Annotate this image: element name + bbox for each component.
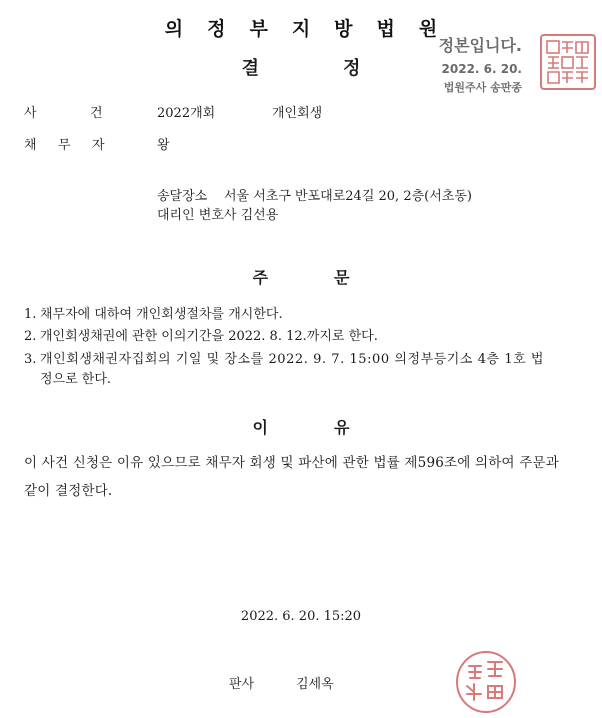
agent-line: 대리인 변호사 김선용 bbox=[157, 208, 279, 223]
debtor-label-char: 채 bbox=[24, 138, 37, 153]
order-item-number: 2. bbox=[24, 329, 37, 344]
reason-heading-char: 유 bbox=[334, 418, 350, 437]
debtor-label-char: 무 bbox=[58, 138, 71, 153]
case-label-char: 사 bbox=[24, 106, 37, 121]
document-title-char: 결 bbox=[241, 58, 259, 79]
order-item-number: 3. bbox=[24, 352, 37, 367]
delivery-label: 송달장소 bbox=[157, 189, 208, 204]
order-heading-char: 주 bbox=[252, 268, 268, 287]
case-label-char: 건 bbox=[90, 106, 103, 121]
court-name-char: 법 bbox=[376, 18, 395, 40]
reason-text: 이 사건 신청은 이유 있으므로 채무자 회생 및 파산에 관한 법률 제596조에 의하여 주문과 같이 결정한다. bbox=[24, 455, 559, 499]
order-heading bbox=[0, 265, 602, 288]
delivery-address: 서울 서초구 반포대로24길 20, 2층(서초동) bbox=[224, 189, 472, 204]
case-label bbox=[24, 102, 124, 121]
judge-title: 판사 bbox=[229, 677, 255, 692]
order-item-text: 개인회생채권자집회의 기일 및 장소를 2022. 9. 7. 15:00 의정부등기소 4층 1호 법 bbox=[40, 352, 545, 367]
certification-clerk: 법원주사 송판종 bbox=[443, 81, 522, 94]
document-title-char: 정 bbox=[343, 58, 361, 79]
court-name-char: 의 bbox=[164, 18, 184, 40]
decision-datetime: 2022. 6. 20. 15:20 bbox=[240, 609, 362, 624]
order-item-text: 채무자에 대하여 개인회생절차를 개시한다. bbox=[40, 307, 283, 322]
order-item-text: 개인회생채권에 관한 이의기간을 2022. 8. 12.까지로 한다. bbox=[40, 329, 378, 344]
certification-date: 2022. 6. 20. bbox=[441, 62, 522, 76]
court-name-char: 정 bbox=[207, 18, 226, 40]
debtor-label bbox=[24, 134, 126, 153]
court-name-char: 지 bbox=[291, 18, 311, 40]
order-item bbox=[24, 350, 570, 390]
case-number: 2022개회 bbox=[157, 106, 216, 121]
order-item-number: 1. bbox=[24, 307, 37, 322]
reason-heading-char: 이 bbox=[252, 418, 268, 437]
order-item-continuation: 정으로 한다. bbox=[40, 372, 112, 387]
case-name: 개인회생 bbox=[272, 106, 323, 121]
court-seal-icon bbox=[540, 34, 596, 90]
order-item bbox=[24, 305, 570, 325]
court-name-char: 방 bbox=[334, 18, 353, 40]
debtor-name: 왕 bbox=[157, 138, 170, 153]
court-name-char: 부 bbox=[249, 18, 268, 40]
reason-heading bbox=[0, 415, 602, 438]
debtor-label-char: 자 bbox=[92, 138, 105, 153]
order-item bbox=[24, 327, 570, 347]
order-heading-char: 문 bbox=[334, 268, 350, 287]
court-name-char: 원 bbox=[418, 18, 438, 40]
judge-seal-icon bbox=[455, 650, 517, 714]
certification-main: 정본입니다. bbox=[438, 36, 522, 55]
judge-name: 김세옥 bbox=[296, 677, 334, 692]
